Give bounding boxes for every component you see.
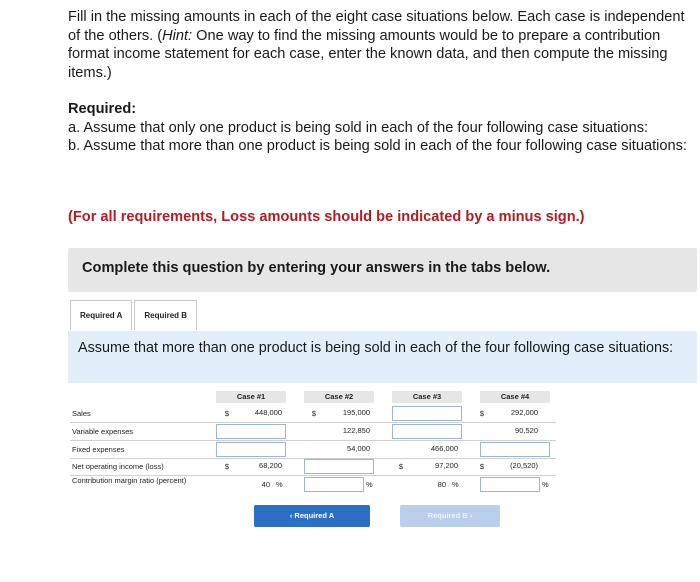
case1-noi-dollar: $ [224,462,230,471]
case4-noi-dollar: $ [479,462,485,471]
complete-prompt: Complete this question by entering your answers in the tabs below. [82,260,551,276]
case4-dollar: $ [479,409,485,418]
tab-required-b[interactable]: Required B [134,300,197,330]
case2-dollar: $ [311,409,317,418]
required-a-text: a. Assume that only one product is being sold in each of the four following case situations: [68,119,649,136]
case4-pct: % [542,480,549,489]
header-case-1: Case #1 [216,391,286,403]
required-section [68,100,688,156]
case2-noi-input[interactable] [304,459,374,474]
row-label-noi: Net operating income (loss) [72,462,164,471]
case3-pct: % [452,480,459,489]
tab-bar [70,300,197,332]
case2-pct: % [366,480,373,489]
case2-variable: 122,850 [342,426,370,435]
intro-text-2: One way to find the missing amounts would be to prepare a contribution format income statement for each case, enter the known data, and then compute the missing items.) [68,27,668,81]
case2-fixed: 54,000 [347,444,370,453]
row-divider [70,422,556,423]
header-case-4: Case #4 [480,391,550,403]
case3-sales-input[interactable] [392,406,462,421]
row-divider [70,440,556,441]
case4-noi: (20,520) [510,461,538,470]
case4-cmr-input[interactable] [480,477,540,492]
case1-noi: 68,200 [259,461,282,470]
case1-dollar: $ [224,409,230,418]
loss-note: (For all requirements, Loss amounts should be indicated by a minus sign.) [68,209,585,225]
case4-fixed-input[interactable] [480,442,550,457]
case3-variable-input[interactable] [392,424,462,439]
case3-fixed: 466,000 [430,444,458,453]
intro-text-1: Fill in the missing amounts in each of the eight case situations below. Each case is independent of the others. ( [68,9,685,44]
case3-cmr: 80 [437,480,446,489]
header-case-3: Case #3 [392,391,462,403]
row-label-fixed: Fixed expenses [72,445,125,454]
case-table [70,391,556,499]
prev-required-a-button[interactable]: ‹ Required A [254,505,370,527]
row-label-cmr: Contribution margin ratio (percent) [72,476,187,485]
case1-pct: % [276,480,283,489]
case4-sales: 292,000 [510,408,538,417]
next-required-b-button[interactable]: Required B › [400,505,500,527]
row-label-sales: Sales [72,409,91,418]
case1-variable-input[interactable] [216,424,286,439]
header-case-2: Case #2 [304,391,374,403]
hint-label: Hint: [162,27,193,44]
row-label-variable: Variable expenses [72,427,134,436]
required-heading: Required: [68,101,137,117]
case2-sales: 195,000 [342,408,370,417]
case2-cmr-input[interactable] [304,477,364,492]
problem-intro [68,8,688,82]
case3-noi: 97,200 [435,461,458,470]
panel-prompt-box [68,331,697,383]
case3-noi-dollar: $ [398,462,404,471]
required-b-text: b. Assume that more than one product is being sold in each of the four following case situations: [68,138,687,154]
panel-prompt: Assume that more than one product is being sold in each of the four following case situations: [78,340,674,356]
case1-fixed-input[interactable] [216,442,286,457]
case1-cmr: 40 [261,480,270,489]
case4-variable: 90,520 [515,426,538,435]
tab-required-a[interactable]: Required A [70,300,132,330]
case1-sales: 448,000 [254,408,282,417]
complete-prompt-box [68,248,697,292]
